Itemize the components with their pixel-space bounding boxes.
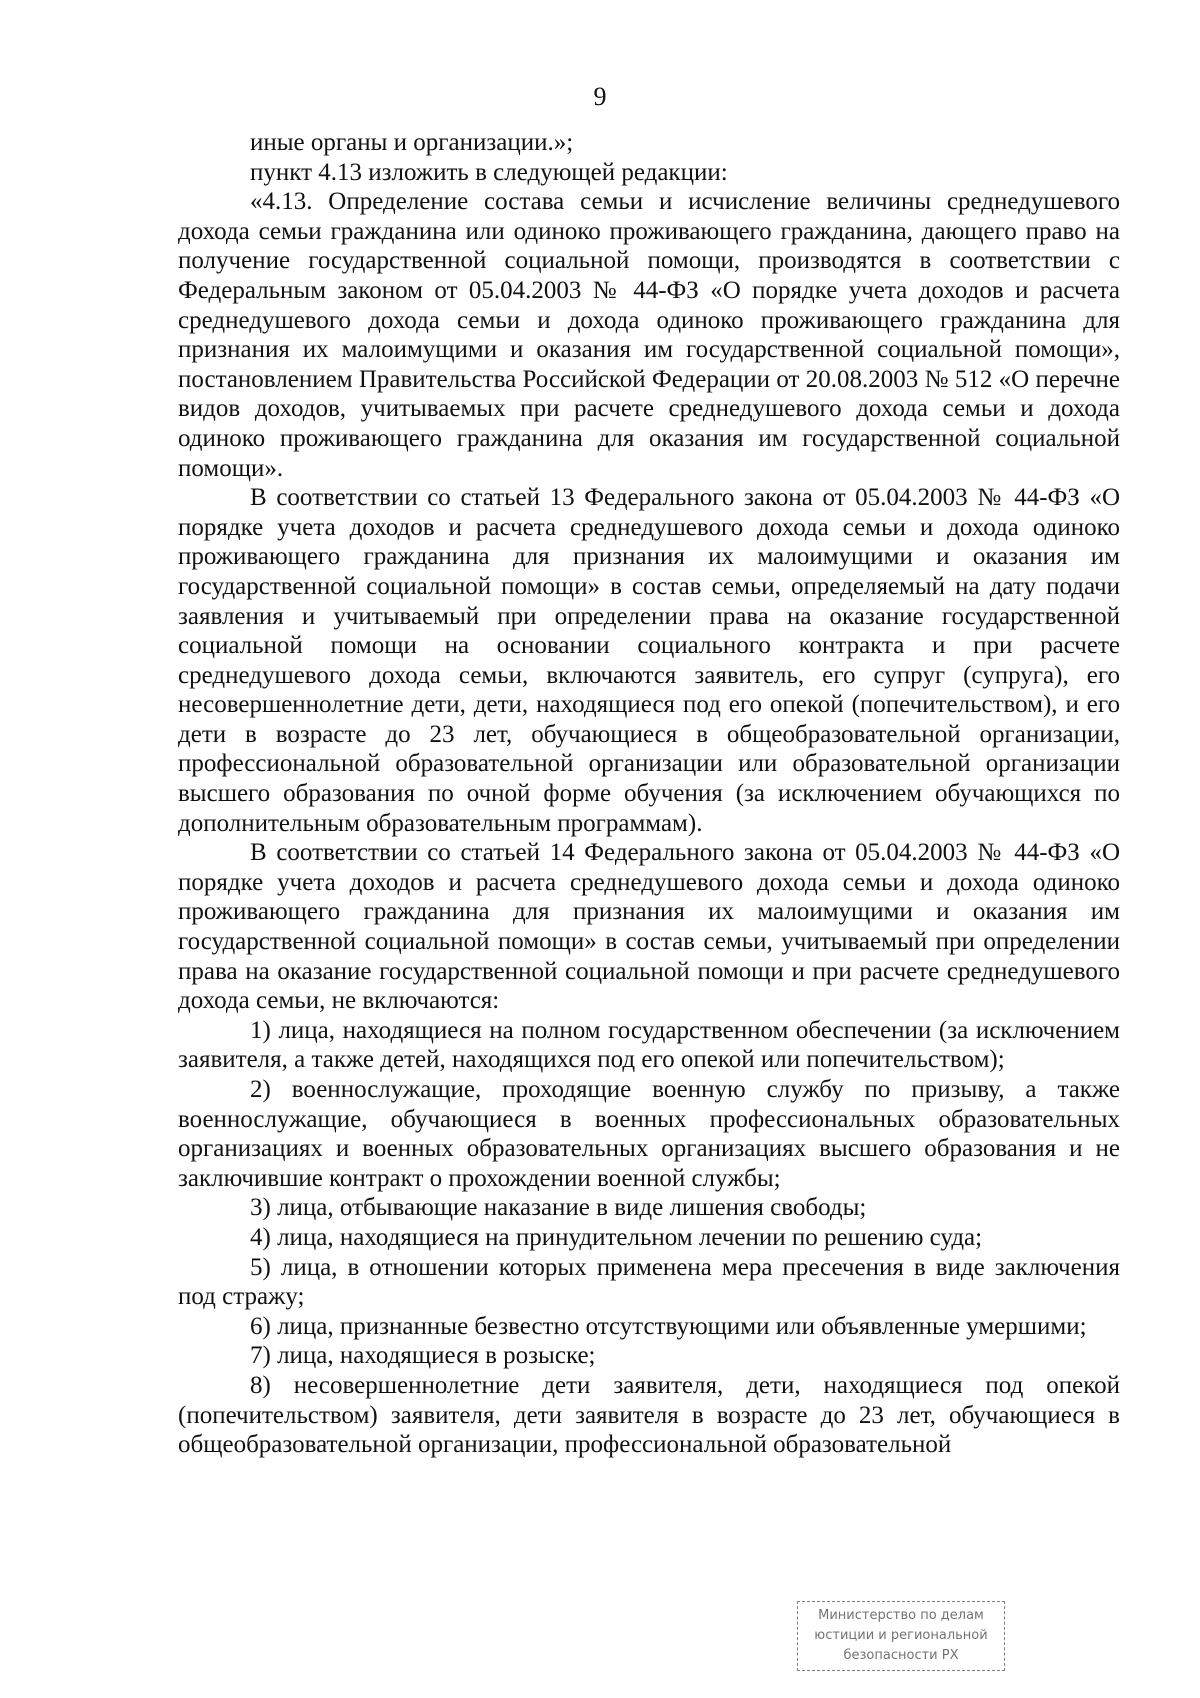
page-number: 9 [593,82,607,111]
stamp-line: юстиции и региональной [814,1628,988,1643]
paragraph: В соответствии со статьей 14 Федерального закона от 05.04.2003 № 44-ФЗ «О порядке учета доходов и расчета среднедушевого дохода семьи и дохода одиноко проживающего гражданина для признания их малоимущими и оказания им государственной социальной помощи» в состав семьи, учитываемый при определении права на оказание государственной социальной помощи и при расчете среднедушевого дохода семьи, не включаются: [178,839,1120,1015]
list-item: 7) лица, находящиеся в розыске; [250,1342,596,1370]
list-item: 5) лица, в отношении которых применена мера пресечения в виде заключения под стражу; [178,1253,1120,1311]
paragraph: пункт 4.13 изложить в следующей редакции: [250,158,728,186]
list-item: 1) лица, находящиеся на полном государственном обеспечении (за исключением заявителя, а также детей, находящихся под его опекой или попечительством); [178,1016,1120,1074]
paragraph: «4.13. Определение состава семьи и исчисление величины среднедушевого дохода семьи гражданина или одиноко проживающего гражданина, дающего право на получение государственной социальной помощи, производятся в соответствии с Федеральным законом от 05.04.2003 № 44-ФЗ «О порядке учета доходов и расчета среднедушевого дохода семьи и дохода одиноко проживающего гражданина для признания их малоимущими и оказания им государственной социальной помощи», постановлением Правительства Российской Федерации от 20.08.2003 № 512 «О перечне видов доходов, учитываемых при расчете среднедушевого дохода семьи и дохода одиноко проживающего гражданина для оказания им государственной социальной помощи». [178,188,1120,482]
list-item: 6) лица, признанные безвестно отсутствующими или объявленные умершими; [250,1312,1087,1340]
paragraph: В соответствии со статьей 13 Федерального закона от 05.04.2003 № 44-ФЗ «О порядке учета доходов и расчета среднедушевого дохода семьи и дохода одиноко проживающего гражданина для признания их малоимущими и оказания им государственной социальной помощи» в состав семьи, определяемый на дату подачи заявления и учитываемый при определении права на оказание государственной социальной помощи на основании социального контракта и при расчете среднедушевого дохода семьи, включаются заявитель, его супруг (супруга), его несовершеннолетние дети, дети, находящиеся под его опекой (попечительством), и его дети в возрасте до 23 лет, обучающиеся в общеобразовательной организации, профессиональной образовательной организации или образовательной организации высшего образования по очной форме обучения (за исключением обучающихся по дополнительным образовательным программам). [178,484,1120,837]
list-item: 8) несовершеннолетние дети заявителя, дети, находящиеся под опекой (попечительством) заявителя, дети заявителя в возрасте до 23 лет, обучающиеся в общеобразовательной организации, профессиональной образовательной [178,1371,1120,1459]
stamp-line: безопасности РХ [843,1648,959,1663]
document-body [178,128,1120,1460]
list-item: 2) военнослужащие, проходящие военную службу по призыву, а также военнослужащие, обучающиеся в военных профессиональных образовательных организациях и военных образовательных организациях высшего образования и не заключившие контракт о прохождении военной службы; [178,1076,1120,1192]
stamp-line: Министерство по делам [818,1608,984,1623]
ministry-stamp [797,1601,1005,1671]
paragraph: иные органы и организации.»; [250,129,574,156]
list-item: 3) лица, отбывающие наказание в виде лишения свободы; [250,1194,867,1222]
list-item: 4) лица, находящиеся на принудительном лечении по решению суда; [250,1223,983,1251]
